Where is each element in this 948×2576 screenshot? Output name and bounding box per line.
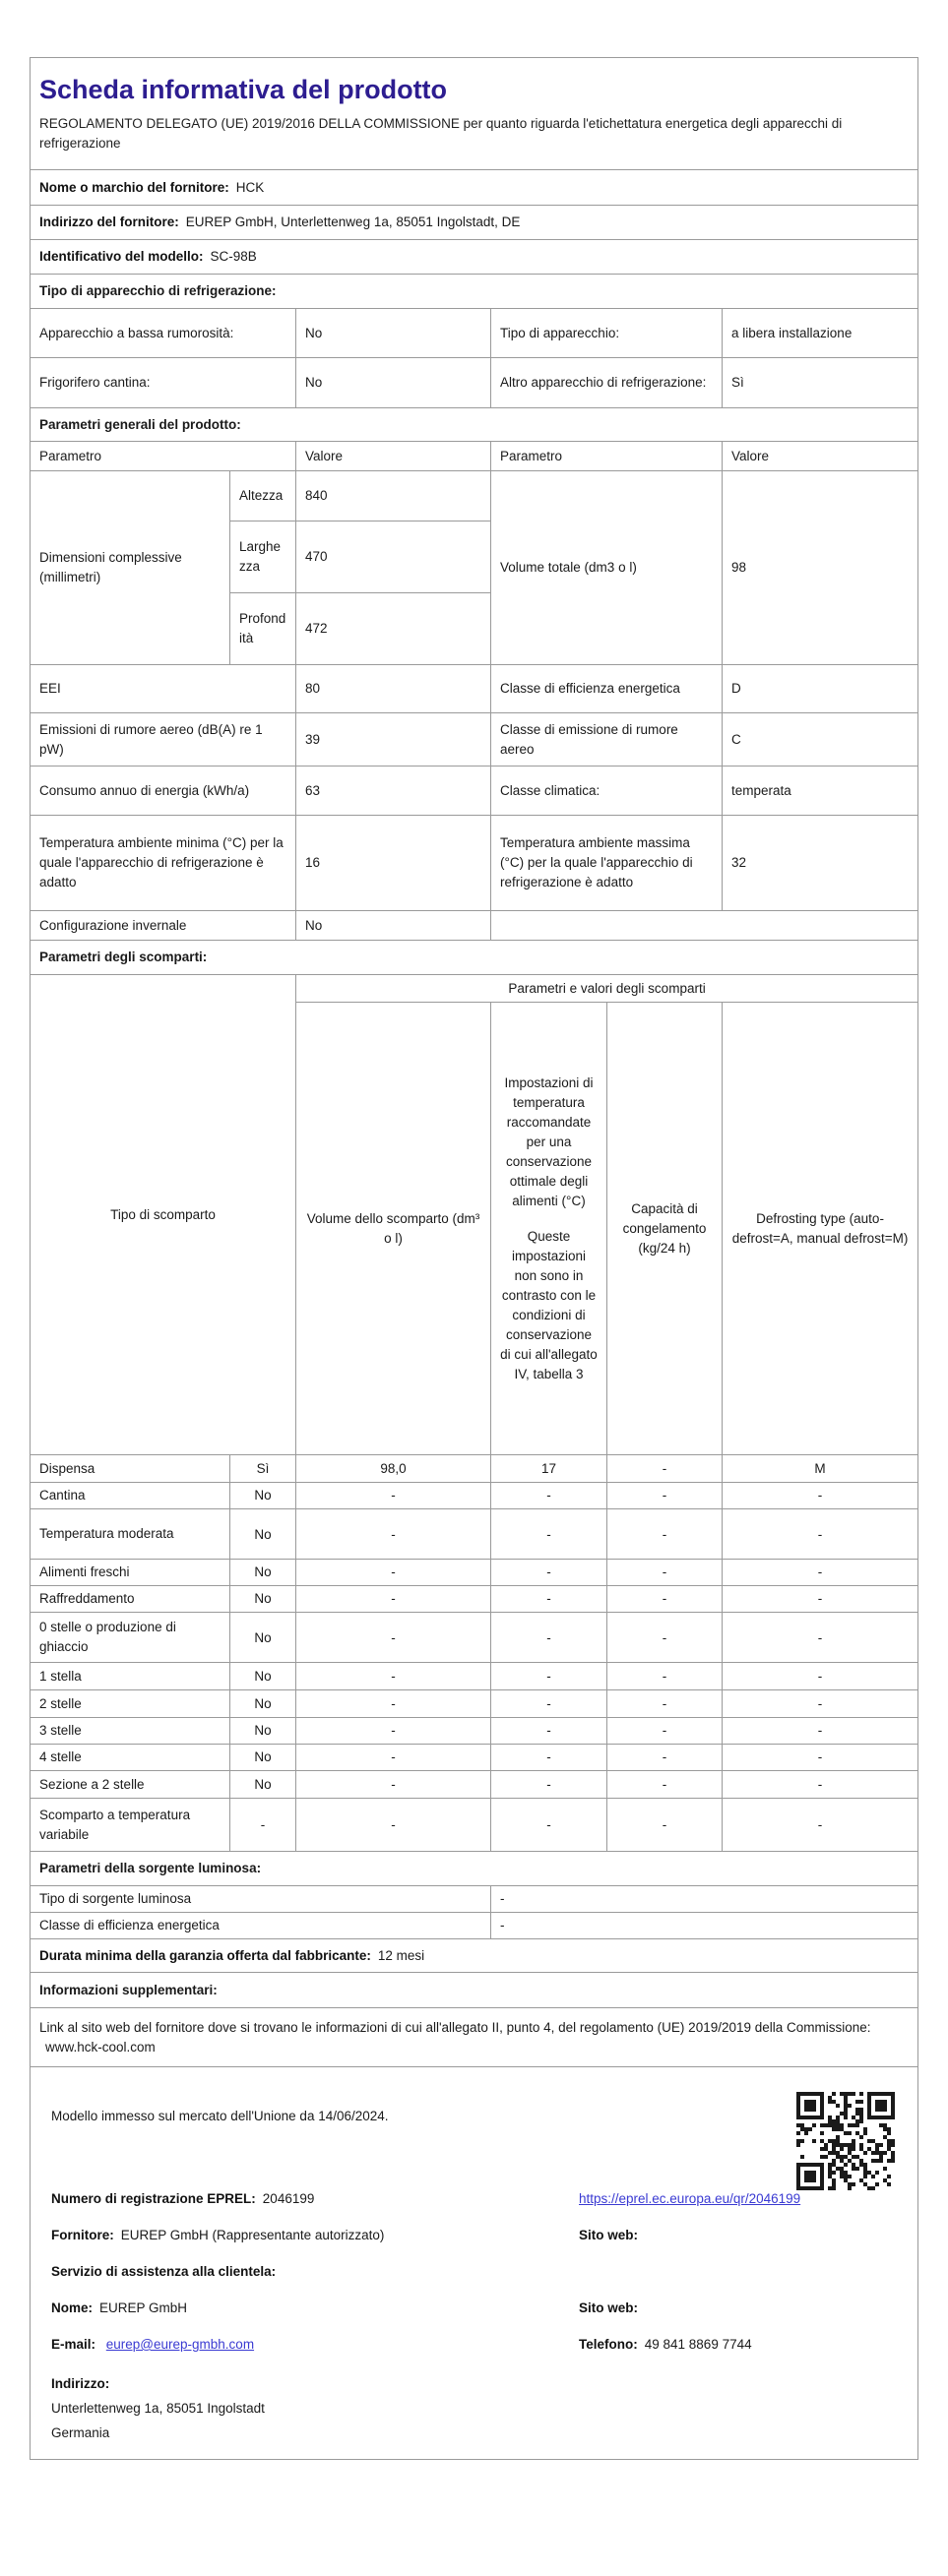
sito-web-label: Sito web: [579,2228,638,2242]
compartment-present: No [230,1560,296,1586]
compartment-defrost: - [723,1799,918,1852]
section-header-supplementary: Informazioni supplementari: [31,1973,918,2008]
light-source-value: - [491,1913,918,1939]
compartment-temp: - [491,1745,607,1771]
temp-header-text: Impostazioni di temperatura raccomandate per una conservazione ottimale degli alimenti (°C) [504,1074,594,1208]
compartment-name: Temperatura moderata [31,1509,230,1560]
compartment-volume: - [296,1771,491,1799]
compartment-present: No [230,1613,296,1663]
compartment-present: No [230,1663,296,1690]
table-row [31,1799,918,1852]
table-row [31,1613,918,1663]
market-date-text: Modello immesso sul mercato dell'Unione da 14/06/2024. [51,2109,389,2123]
section-header-compartments: Parametri degli scomparti: [31,941,918,975]
param-value: C [723,713,918,767]
compartment-temp: - [491,1613,607,1663]
dimensions-label: Dimensioni complessive (millimetri) [31,471,230,665]
param-value: No [296,309,491,358]
dimension-name: Profondità [230,593,296,665]
compartment-name: Scomparto a temperatura variabile [31,1799,230,1852]
supplier-address-value: EUREP GmbH, Unterlettenweg 1a, 85051 Ingolstadt, DE [185,215,521,229]
sito-web-label-2: Sito web: [579,2300,638,2315]
compartment-present: No [230,1718,296,1745]
section-header-light-source: Parametri della sorgente luminosa: [31,1852,918,1886]
footer-block [31,2067,918,2460]
compartment-present: Sì [230,1455,296,1483]
param-value: 63 [296,767,491,816]
table-row [31,1745,918,1771]
compartment-defrost-header: Defrosting type (auto-defrost=A, manual defrost=M) [723,1003,918,1455]
compartment-name: Dispensa [31,1455,230,1483]
eprel-registration [51,2189,579,2209]
param-value: 32 [723,816,918,911]
compartment-group-header: Parametri e valori degli scomparti [296,975,918,1003]
compartment-present: No [230,1745,296,1771]
param-label: Temperatura ambiente minima (°C) per la quale l'apparecchio di refrigerazione è adatto [31,816,296,911]
regulation-subtitle: REGOLAMENTO DELEGATO (UE) 2019/2016 DELLA COMMISSIONE per quanto riguarda l'etichettatura energetica degli apparecchi di refrigerazione [39,116,843,151]
dimension-value: 470 [296,521,491,593]
dimension-value: 472 [296,593,491,665]
dimension-name: Larghezza [230,521,296,593]
supplier-address-label: Indirizzo del fornitore: [39,215,179,229]
compartment-temp-header [491,1003,607,1455]
param-value: D [723,665,918,713]
compartment-temp: - [491,1586,607,1613]
table-row [31,1718,918,1745]
total-volume-label: Volume totale (dm3 o l) [491,471,723,665]
compartment-defrost: - [723,1745,918,1771]
compartment-volume-header: Volume dello scomparto (dm³ o l) [296,1003,491,1455]
compartment-capacity: - [607,1690,723,1718]
compartment-defrost: - [723,1718,918,1745]
product-information-sheet [30,57,918,2460]
guarantee-value: 12 mesi [377,1947,425,1963]
compartment-present: - [230,1799,296,1852]
compartment-volume: 98,0 [296,1455,491,1483]
table-row [31,1690,918,1718]
supplier-address-row [31,206,918,240]
supplier-name-label: Nome o marchio del fornitore: [39,179,229,195]
compartment-temp: - [491,1718,607,1745]
temp-header-note: Queste impostazioni non sono in contrasto con le condizioni di conservazione di cui all'allegato IV, tabella 3 [500,1228,598,1381]
param-value: 16 [296,816,491,911]
guarantee-label: Durata minima della garanzia offerta dal fabbricante: [39,1947,371,1963]
email-label: E-mail: [51,2337,96,2352]
param-value: a libera installazione [723,309,918,358]
param-value: 39 [296,713,491,767]
col-header: Parametro [491,442,723,471]
compartment-capacity: - [607,1586,723,1613]
compartment-name: 3 stelle [31,1718,230,1745]
param-value: No [296,358,491,408]
fornitore-row [51,2226,579,2245]
compartment-volume: - [296,1663,491,1690]
compartment-temp: - [491,1509,607,1560]
compartment-capacity: - [607,1613,723,1663]
title-block [31,58,918,170]
col-header: Valore [296,442,491,471]
supplier-name-row [31,170,918,206]
param-label: Classe di efficienza energetica [491,665,723,713]
fornitore-value: EUREP GmbH (Rappresentante autorizzato) [120,2228,385,2242]
nome-label: Nome: [51,2300,94,2315]
nome-value: EUREP GmbH [99,2300,188,2315]
compartment-present: No [230,1483,296,1509]
compartment-temp: - [491,1771,607,1799]
supplier-link-row [31,2008,918,2067]
compartment-volume: - [296,1613,491,1663]
table-row [31,1771,918,1799]
compartment-present: No [230,1509,296,1560]
col-header: Parametro [31,442,296,471]
compartment-name: Alimenti freschi [31,1560,230,1586]
fornitore-label: Fornitore: [51,2228,114,2242]
light-source-label: Tipo di sorgente luminosa [31,1886,491,1913]
compartment-volume: - [296,1745,491,1771]
param-value: 80 [296,665,491,713]
compartment-defrost: - [723,1771,918,1799]
email-row [51,2335,579,2355]
compartment-capacity-header: Capacità di congelamento (kg/24 h) [607,1003,723,1455]
qr-code [793,2089,898,2193]
compartment-name: 0 stelle o produzione di ghiaccio [31,1613,230,1663]
compartment-volume: - [296,1799,491,1852]
compartment-volume: - [296,1483,491,1509]
light-source-value: - [491,1886,918,1913]
compartment-defrost: - [723,1509,918,1560]
page-title: Scheda informativa del prodotto [39,75,448,104]
compartment-present: No [230,1586,296,1613]
compartment-present: No [230,1771,296,1799]
compartment-name: Raffreddamento [31,1586,230,1613]
compartment-temp: - [491,1560,607,1586]
table-row [31,1560,918,1586]
param-label: Frigorifero cantina: [31,358,296,408]
eprel-url-link[interactable]: https://eprel.ec.europa.eu/qr/2046199 [579,2191,801,2206]
param-label: Configurazione invernale [31,911,296,941]
model-id-value: SC-98B [210,249,257,264]
compartment-defrost: - [723,1663,918,1690]
model-id-label: Identificativo del modello: [39,249,204,264]
param-label: Tipo di apparecchio: [491,309,723,358]
compartment-defrost: - [723,1613,918,1663]
compartment-capacity: - [607,1745,723,1771]
compartment-volume: - [296,1690,491,1718]
compartment-temp: - [491,1799,607,1852]
compartment-volume: - [296,1718,491,1745]
indirizzo-line2: Germania [51,2425,110,2440]
param-label: Classe climatica: [491,767,723,816]
indirizzo-line1: Unterlettenweg 1a, 85051 Ingolstadt [51,2401,265,2416]
compartment-capacity: - [607,1718,723,1745]
compartment-capacity: - [607,1509,723,1560]
compartment-temp: 17 [491,1455,607,1483]
compartment-type-header: Tipo di scomparto [31,975,296,1455]
col-header: Valore [723,442,918,471]
compartment-defrost: - [723,1483,918,1509]
compartment-capacity: - [607,1799,723,1852]
supplier-website-link[interactable]: www.hck-cool.com [45,2039,156,2055]
compartment-volume: - [296,1560,491,1586]
param-label: EEI [31,665,296,713]
param-label: Classe di emissione di rumore aereo [491,713,723,767]
guarantee-row [31,1939,918,1973]
compartment-temp: - [491,1663,607,1690]
compartment-present: No [230,1690,296,1718]
compartment-temp: - [491,1690,607,1718]
param-label: Consumo annuo di energia (kWh/a) [31,767,296,816]
param-value: temperata [723,767,918,816]
compartment-capacity: - [607,1560,723,1586]
supplier-link-text: Link al sito web del fornitore dove si trovano le informazioni di cui all'allegato II, punto 4, del regolamento (UE) 2019/2019 della Commissione: [39,2019,871,2035]
table-row [31,1455,918,1483]
compartment-defrost: - [723,1560,918,1586]
param-value: No [296,911,491,941]
supplier-name-value: HCK [235,179,265,195]
param-value: Sì [723,358,918,408]
compartment-capacity: - [607,1455,723,1483]
model-id-row [31,240,918,275]
compartment-defrost: - [723,1586,918,1613]
compartment-name: 4 stelle [31,1745,230,1771]
light-source-label: Classe di efficienza energetica [31,1913,491,1939]
compartment-capacity: - [607,1771,723,1799]
section-header-general: Parametri generali del prodotto: [31,408,918,442]
eprel-value: 2046199 [262,2191,315,2206]
param-label: Apparecchio a bassa rumorosità: [31,309,296,358]
dimension-name: Altezza [230,471,296,521]
compartment-volume: - [296,1509,491,1560]
compartment-name: 2 stelle [31,1690,230,1718]
telefono-value: 49 841 8869 7744 [644,2337,752,2352]
compartment-temp: - [491,1483,607,1509]
table-row [31,1663,918,1690]
compartment-capacity: - [607,1483,723,1509]
email-link[interactable]: eurep@eurep-gmbh.com [105,2337,255,2352]
table-row [31,1483,918,1509]
param-label: Emissioni di rumore aereo (dB(A) re 1 pW) [31,713,296,767]
param-label: Altro apparecchio di refrigerazione: [491,358,723,408]
compartment-defrost: - [723,1690,918,1718]
compartment-defrost: M [723,1455,918,1483]
compartment-volume: - [296,1586,491,1613]
empty-cell [491,911,918,941]
section-header-type: Tipo di apparecchio di refrigerazione: [31,275,918,309]
service-name-row [51,2299,579,2318]
service-header: Servizio di assistenza alla clientela: [51,2264,277,2279]
telefono-label: Telefono: [579,2337,638,2352]
compartment-name: 1 stella [31,1663,230,1690]
dimension-value: 840 [296,471,491,521]
compartment-capacity: - [607,1663,723,1690]
eprel-label: Numero di registrazione EPREL: [51,2191,256,2206]
total-volume-value: 98 [723,471,918,665]
table-row [31,1509,918,1560]
indirizzo-label: Indirizzo: [51,2376,110,2391]
telefono-row [579,2335,897,2355]
compartment-name: Cantina [31,1483,230,1509]
param-label: Temperatura ambiente massima (°C) per la quale l'apparecchio di refrigerazione è adatto [491,816,723,911]
compartment-name: Sezione a 2 stelle [31,1771,230,1799]
table-row [31,1586,918,1613]
